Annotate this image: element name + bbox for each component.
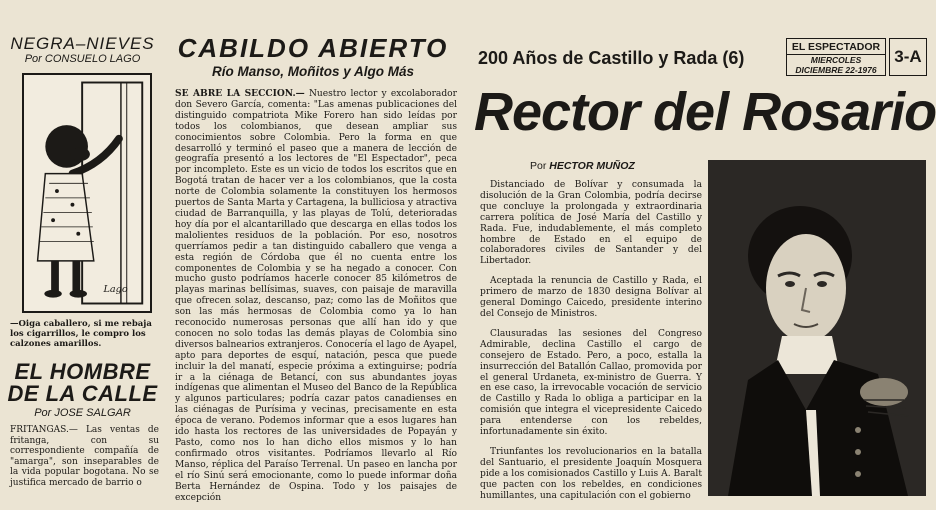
article-text: Nuestro lector y excolaborador don Severo García, comenta: "Las amenas publicaciones del distinguido compatriota Mike Forero han sido leídas por todos los colombianos, que desean ampliar sus conocimientos sobre Colombia. Pero la forma en que desarrolló y terminó el paseo que a manera de lección de geografía presentó a los lectores de "El Espectador", peca por incompleto. Este es un vicio de todos los escritos que en Bogotá tratan de hacer ver a los colombianos, que la costa norte de Colombia solamente la constituyen los hermosos puertos de Santa Marta y Cartagena, la bulliciosa y atractiva ciudad de Barranquilla, y las playas de Tolú, deterioradas hoy día por el alcantarillado que descarga en ellas todos los malolientes residuos de la población. Por eso, nosotros querríamos pedir a tan distinguido caballero que venga a esta región de Córdoba que él no cuenta entre los componentes de Colombia y se ha negado a conocer. Con mucho gusto podríamos hacerle conocer 85 kilómetros de playas marinas bellísimas, suaves, con paisaje de maravilla que ofrecen solaz, descanso, paz; como las de Moñitos que son las más hermosas de Colombia como ya lo han reconocido numerosas personas que allí han ido y que conocen no solo todas las demás playas de Colombia sino diversos balnearios extranjeros. Conocería el lago de Ayapel, apto para deportes de esquí, natación, pesca que puede incluir la del manatí, especie próxima a extinguirse; podría ir a la ciénaga de Betancí, con sus abundantes joyas indígenas que alimentan el Museo del Banco de la República y algunos particulares; podría cazar patos canadienses en las ciénagas de Purísima y vecinas, precisamente en esta época de verano. Podemos informar que a esos lugares han ido hasta los rectores de las universidades de Popayán y Pasto, como nos lo han dicho ellos mismos y lo han confirmado otros visitantes. Podríamos llevarlo al Río Manso, réplica del Paraíso Terrenal. Un paseo en lancha por el río Sinú será emocionante, como lo puede informar doña Berta Hernández de Ospina. Todo y los paisajes de excepción: [175, 89, 458, 503]
column-title-negra-nieves: NEGRA–NIEVES: [10, 34, 155, 53]
paragraph: Distanciado de Bolívar y consumada la disolución de la Gran Colombia, podría decirse que concluye la prolongada y extraordinaria carrera política de José María del Castillo y Rada. Fue, indudablemente, el más completo hombre de Estado en el equipo de colaboradores civiles de Santander y del Libertador.: [480, 180, 702, 267]
paragraph: Triunfantes los revolucionarios en la batalla del Santuario, el presidente Joaquín Mosquera pide a los comisionados Castillo y Luis A. Baralt que pacten con los rebeldes, en condiciones humillantes, una capitulación con el gobierno: [480, 446, 702, 501]
cartoon-caption: —Oiga caballero, si me rebaja los cigarrillos, le compro los calzones amarillos.: [10, 319, 152, 349]
page-number: 3-A: [889, 38, 927, 76]
feature-article: [470, 0, 936, 501]
issue-weekday: MIERCOLES: [810, 55, 862, 65]
column-title-line2: DE LA CALLE: [7, 381, 158, 406]
portrait-castillo-y-rada: [708, 160, 926, 496]
column-title-line1: EL HOMBRE: [14, 359, 151, 384]
headline: Rector del Rosario: [474, 82, 936, 142]
cartoon-illustration: [22, 73, 152, 313]
byline-prefix: Por: [530, 160, 547, 172]
column-negra-nieves: [0, 0, 165, 496]
column-title-hombre-calle: [0, 361, 165, 405]
byline-hector-munoz: [530, 160, 635, 172]
article-body-cabildo: [175, 89, 457, 503]
issue-date: DICIEMBRE 22-1976: [795, 65, 877, 75]
byline-name: HECTOR MUÑOZ: [549, 160, 635, 172]
column-subtitle: Río Manso, Moñitos y Algo Más: [211, 64, 414, 79]
byline-jose-salgar: Por JOSE SALGAR: [34, 407, 131, 419]
portrait-drawing: [708, 160, 926, 496]
series-title: 200 Años de Castillo y Rada (6): [478, 48, 745, 68]
paragraph: Clausuradas las sesiones del Congreso Admirable, declina Castillo el cargo de consejero de Estado. Pero, a poco, estalla la insurrección del Batallón Callao, promovida por el general Urdaneta, ex-ministro de Guerra. Y en ese caso, la irrevocable vocación de servicio de Castillo y Rada lo obliga a participar en la comisión que integra el vicepresidente Caicedo para entenderse con los rebeldes, infortunadamente sin éxito.: [480, 328, 702, 438]
article-body-rector: [480, 180, 702, 510]
article-body-fritangas: FRITANGAS.— Las ventas de fritanga, con su correspondiente compañía de "amarga", son inseparables de la vida popular bogotana. No se justifica mercado de barrio o: [10, 425, 159, 488]
column-title-cabildo: CABILDO ABIERTO: [177, 33, 449, 63]
byline-consuelo-lago: Por CONSUELO LAGO: [24, 53, 141, 65]
newspaper-name: EL ESPECTADOR: [787, 41, 885, 55]
paragraph: Aceptada la renuncia de Castillo y Rada, el primero de marzo de 1830 designa Bolívar al general Domingo Caicedo, presidente interino del Consejo de Ministros.: [480, 276, 702, 319]
article-lead: SE ABRE LA SECCION.—: [175, 88, 305, 99]
cartoon-drawing: [24, 75, 150, 311]
cartoon-signature: Lago: [103, 283, 128, 295]
column-cabildo-abierto: [163, 0, 463, 503]
masthead-box: [786, 38, 886, 76]
